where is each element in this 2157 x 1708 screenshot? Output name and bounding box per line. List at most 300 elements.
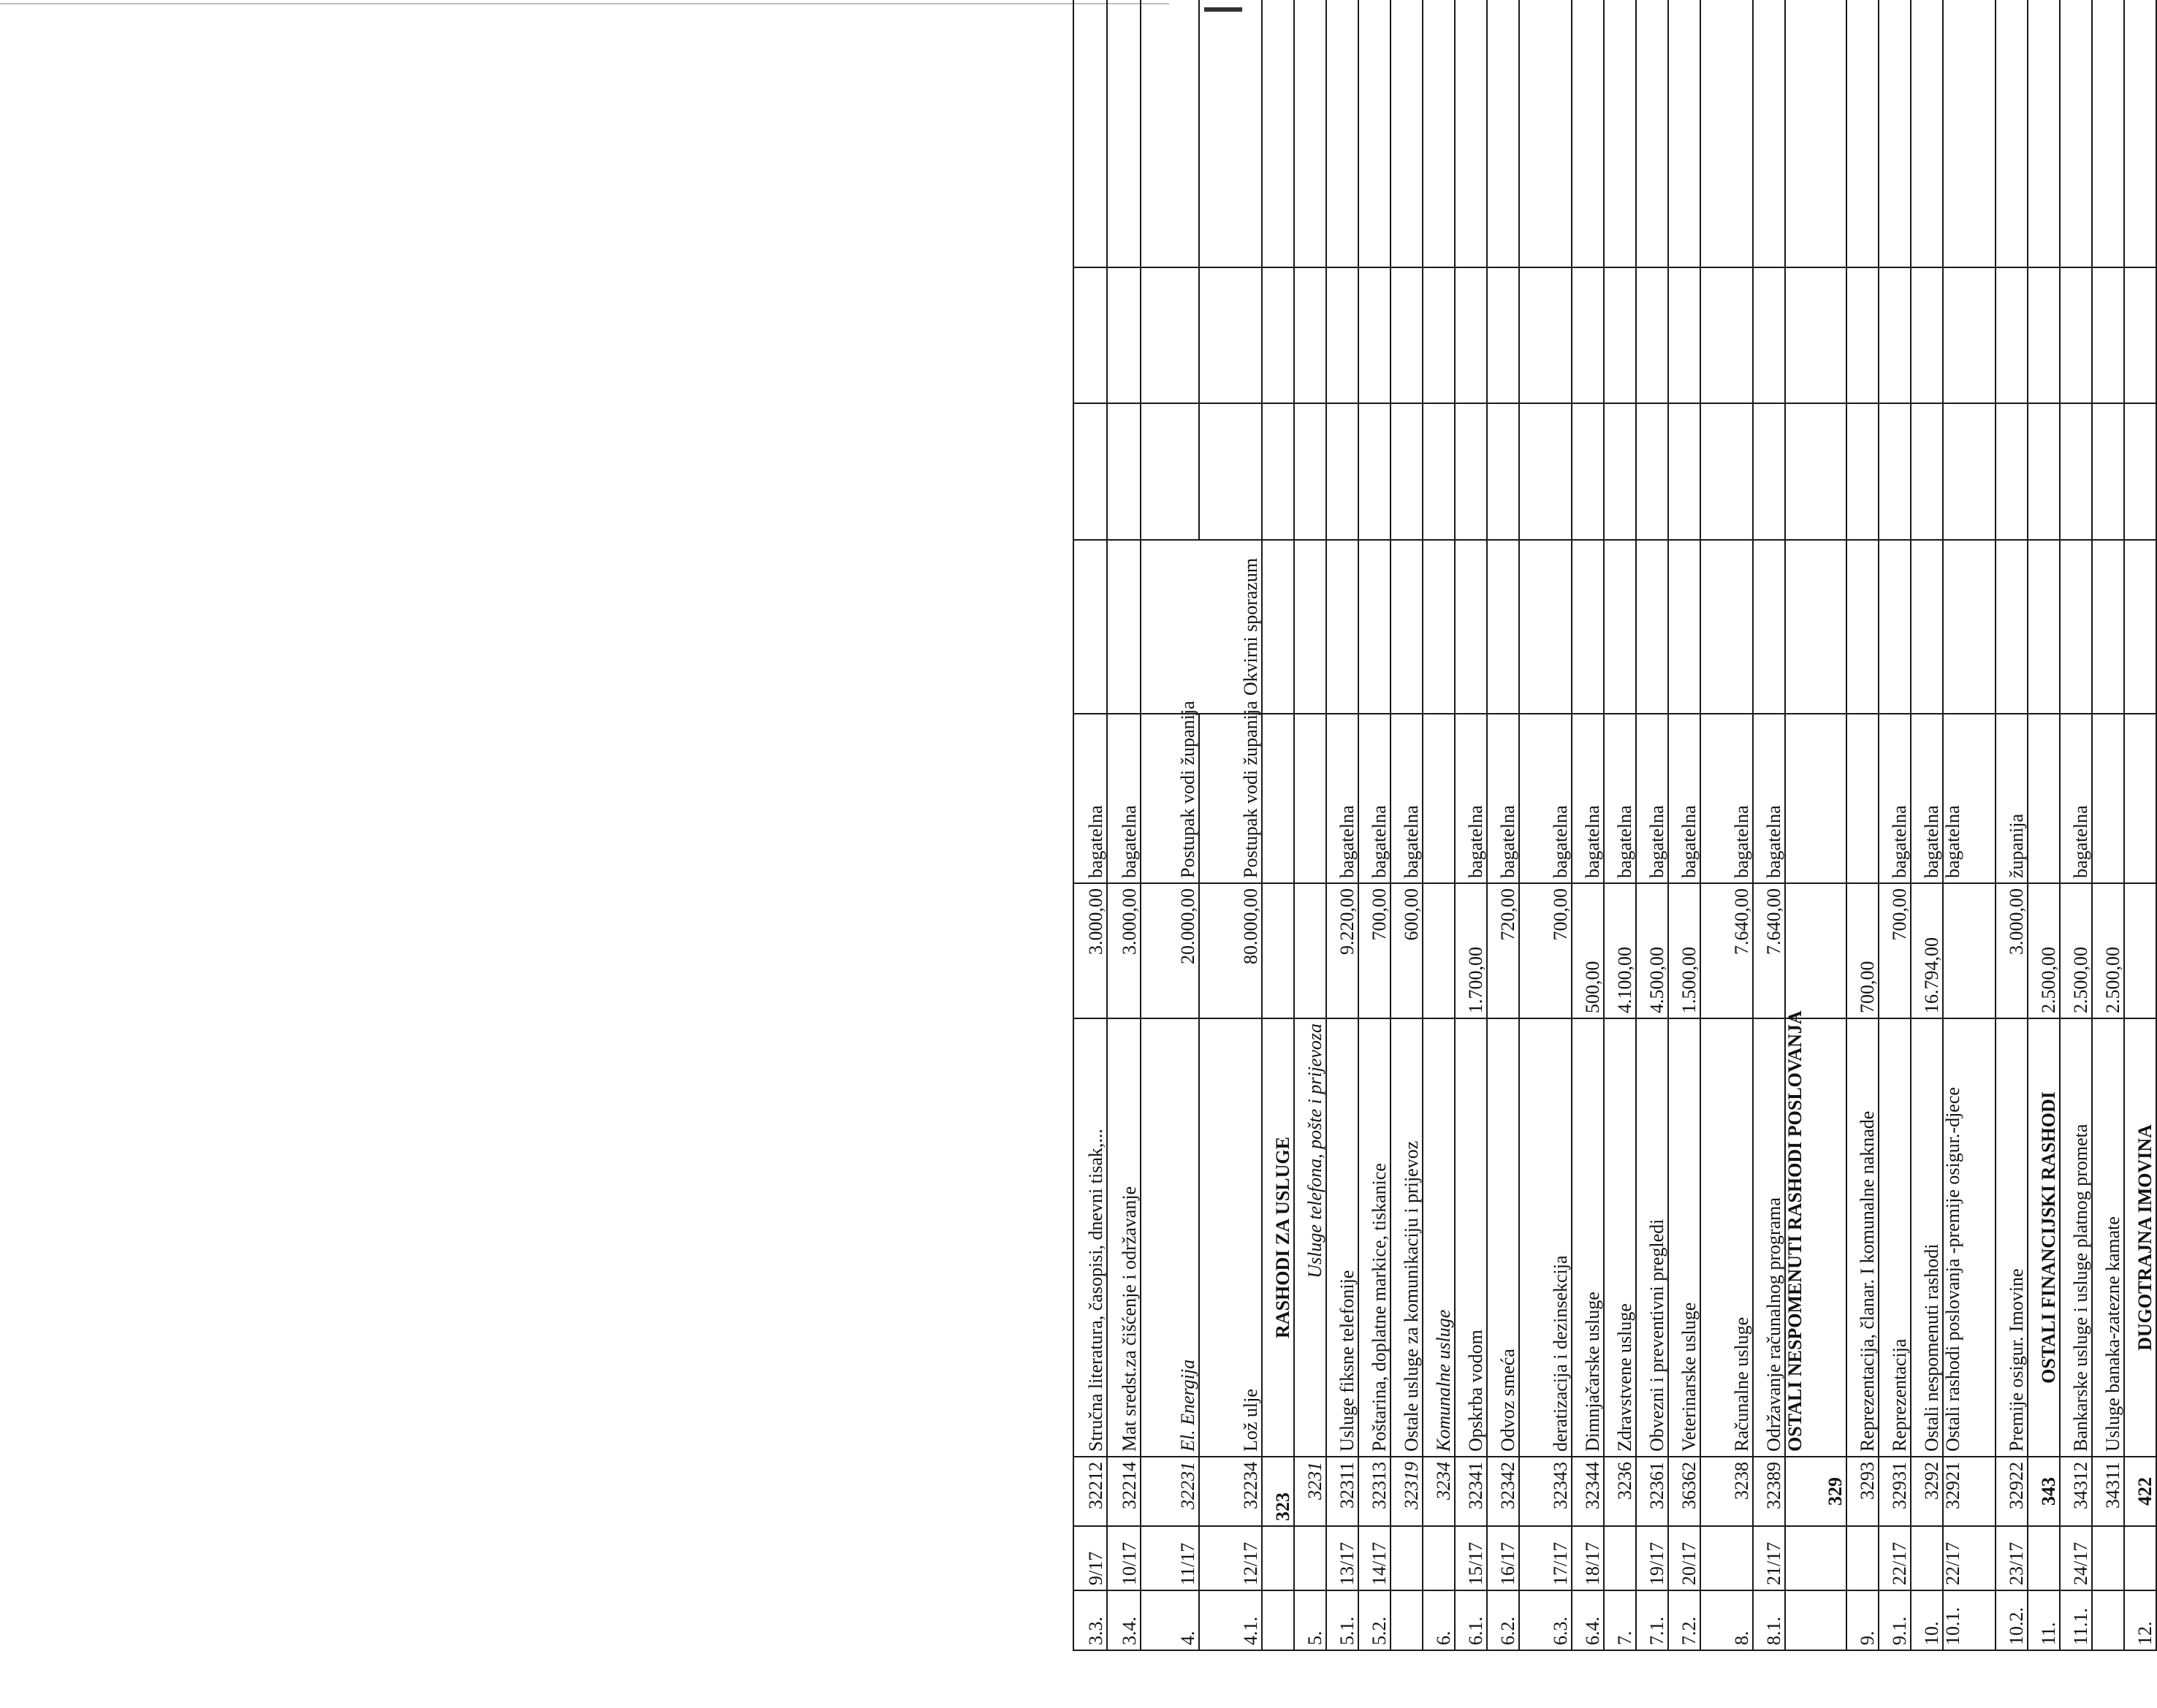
- empty-cell: [1785, 403, 1846, 540]
- row-number: 4.1.: [1199, 1590, 1262, 1650]
- evidence-number: 20/17: [1668, 1526, 1700, 1590]
- empty-cell: [1668, 267, 1700, 403]
- evidence-number: 22/17: [1943, 1526, 1996, 1590]
- estimated-value: 2.500,00: [2028, 883, 2060, 1018]
- empty-cell: [2124, 0, 2156, 267]
- empty-cell: [2060, 267, 2092, 403]
- procurement-type: bagatelna: [2060, 714, 2092, 883]
- account-code: 32231: [1141, 1457, 1199, 1526]
- empty-cell: [1423, 0, 1455, 267]
- empty-cell: [1911, 1526, 1943, 1590]
- evidence-number: 10/17: [1107, 1526, 1141, 1590]
- row-number: 6.4.: [1572, 1590, 1604, 1650]
- empty-cell: [1753, 0, 1785, 267]
- empty-cell: [1785, 540, 1846, 714]
- procurement-type: Postupak vodi županija: [1199, 714, 1262, 883]
- item-description: Poštarina, doplatne markice, tiskanice: [1358, 1018, 1391, 1457]
- estimated-value: 700,00: [1358, 883, 1391, 1018]
- row-number: 4.: [1141, 1590, 1199, 1650]
- table-row: [1141, 0, 1199, 1650]
- account-code: 32344: [1572, 1457, 1604, 1526]
- procurement-type: Postupak vodi županija: [1141, 714, 1199, 883]
- empty-cell: [1943, 540, 1996, 714]
- row-number: 12.: [2124, 1590, 2156, 1650]
- evidence-number: 21/17: [1753, 1526, 1785, 1590]
- table-row: [1294, 0, 1326, 1650]
- empty-cell: [1879, 403, 1911, 540]
- account-code: 32212: [1073, 1457, 1107, 1526]
- account-code: 34312: [2060, 1457, 2092, 1526]
- procurement-type: bagatelna: [1107, 714, 1141, 883]
- empty-cell: [1700, 1526, 1753, 1590]
- estimated-value: 700,00: [1879, 883, 1911, 1018]
- empty-cell: [1604, 267, 1636, 403]
- empty-cell: [1846, 0, 1879, 267]
- row-number: 11.1.: [2060, 1590, 2092, 1650]
- account-code: 32931: [1879, 1457, 1911, 1526]
- empty-cell: [1700, 403, 1753, 540]
- empty-cell: [1943, 0, 1996, 267]
- table-row: [1455, 0, 1487, 1650]
- item-description: Reprezentacija, članar. I komunalne naknade: [1846, 1018, 1879, 1457]
- section-heading: OSTALI NESPOMENUTI RASHODI POSLOVANJA: [1785, 1018, 1846, 1457]
- table-row: [1879, 0, 1911, 1650]
- section-heading: OSTALI FINANCIJSKI RASHODI: [2028, 1018, 2060, 1457]
- table-row: [2028, 0, 2060, 1650]
- item-description: Lož ulje: [1199, 1018, 1262, 1457]
- procurement-type: [1423, 714, 1455, 883]
- empty-cell: [1996, 540, 2028, 714]
- procurement-type: bagatelna: [1455, 714, 1487, 883]
- empty-cell: [1753, 267, 1785, 403]
- empty-cell: [1785, 0, 1846, 267]
- empty-cell: [2124, 1526, 2156, 1590]
- row-number: 7.1.: [1636, 1590, 1668, 1650]
- empty-cell: [1455, 540, 1487, 714]
- estimated-value: 1.700,00: [1455, 883, 1487, 1018]
- procurement-type: bagatelna: [1668, 714, 1700, 883]
- estimated-value: 9.220,00: [1326, 883, 1358, 1018]
- empty-cell: [1636, 0, 1668, 267]
- estimated-value: 4.100,00: [1604, 883, 1636, 1018]
- empty-cell: [1572, 267, 1604, 403]
- account-code: 32313: [1358, 1457, 1391, 1526]
- empty-cell: [1326, 0, 1358, 267]
- section-heading: RASHODI ZA USLUGE: [1262, 1018, 1294, 1457]
- row-number: 7.: [1604, 1590, 1636, 1650]
- empty-cell: [1519, 540, 1572, 714]
- table-row: [1487, 0, 1519, 1650]
- table-row: [1073, 0, 1107, 1650]
- empty-cell: [2028, 1526, 2060, 1590]
- estimated-value: 500,00: [1572, 883, 1604, 1018]
- row-number: 5.1.: [1326, 1590, 1358, 1650]
- empty-cell: [1846, 267, 1879, 403]
- account-code: 3292: [1911, 1457, 1943, 1526]
- row-number: 11.: [2028, 1590, 2060, 1650]
- row-number: 7.2.: [1668, 1590, 1700, 1650]
- empty-cell: [1487, 540, 1519, 714]
- row-number: 6.1.: [1455, 1590, 1487, 1650]
- evidence-number: 14/17: [1358, 1526, 1391, 1590]
- empty-cell: [1572, 403, 1604, 540]
- empty-cell: [1996, 403, 2028, 540]
- item-description: Usluge telefona, pošte i prijevoza: [1294, 1018, 1326, 1457]
- procurement-type: bagatelna: [1879, 714, 1911, 883]
- table-row: [1262, 0, 1294, 1650]
- empty-cell: [1423, 267, 1455, 403]
- empty-cell: [1487, 267, 1519, 403]
- empty-cell: [1700, 267, 1753, 403]
- item-description: Mat sredst.za čišćenje i održavanje: [1107, 1018, 1141, 1457]
- empty-cell: [1326, 267, 1358, 403]
- empty-cell: [1636, 267, 1668, 403]
- empty-cell: [1262, 267, 1294, 403]
- table-row: [1572, 0, 1604, 1650]
- empty-cell: [1911, 403, 1943, 540]
- table-row: [1636, 0, 1668, 1650]
- row-number: 3.3.: [1073, 1590, 1107, 1650]
- empty-cell: [1996, 267, 2028, 403]
- empty-cell: [1391, 540, 1423, 714]
- table-row: [1911, 0, 1943, 1650]
- empty-cell: [1107, 0, 1141, 267]
- empty-cell: [2028, 540, 2060, 714]
- empty-cell: [1604, 540, 1636, 714]
- procurement-plan-table: [1073, 0, 2157, 1651]
- procurement-type: bagatelna: [1700, 714, 1753, 883]
- empty-cell: [1326, 540, 1358, 714]
- evidence-number: 11/17: [1141, 1526, 1199, 1590]
- procurement-type: bagatelna: [1604, 714, 1636, 883]
- empty-cell: [1423, 540, 1455, 714]
- empty-cell: [1391, 1526, 1423, 1590]
- row-number: 10.1.: [1943, 1590, 1996, 1650]
- account-code: 32343: [1519, 1457, 1572, 1526]
- item-description: Računalne usluge: [1700, 1018, 1753, 1457]
- estimated-value: [1785, 883, 1846, 1018]
- empty-cell: [1141, 403, 1199, 540]
- empty-cell: [1391, 403, 1423, 540]
- empty-cell: [1636, 403, 1668, 540]
- empty-cell: [1996, 0, 2028, 267]
- item-description: Ostale usluge za komunikaciju i prijevoz: [1391, 1018, 1423, 1457]
- empty-cell: [1519, 403, 1572, 540]
- empty-cell: [2028, 403, 2060, 540]
- row-number: 6.2.: [1487, 1590, 1519, 1650]
- item-description: deratizacija i dezinsekcija: [1519, 1018, 1572, 1457]
- evidence-number: 19/17: [1636, 1526, 1668, 1590]
- procurement-type: [1262, 714, 1294, 883]
- item-description: Održavanje računalnog programa: [1753, 1018, 1785, 1457]
- empty-cell: [1487, 403, 1519, 540]
- empty-cell: [1073, 0, 1107, 267]
- row-number: 6.3.: [1519, 1590, 1572, 1650]
- row-number: 10.2.: [1996, 1590, 2028, 1650]
- account-code: 3293: [1846, 1457, 1879, 1526]
- empty-cell: [1785, 267, 1846, 403]
- estimated-value: 20.000,00: [1141, 883, 1199, 1018]
- account-code: 34311: [2092, 1457, 2124, 1526]
- table-row: [1846, 0, 1879, 1650]
- item-description: Bankarske usluge i usluge platnog prometa: [2060, 1018, 2092, 1457]
- empty-cell: [1141, 267, 1199, 403]
- row-number: 10.: [1911, 1590, 1943, 1650]
- table-row: [1753, 0, 1785, 1650]
- empty-cell: [1423, 403, 1455, 540]
- empty-cell: [1423, 1526, 1455, 1590]
- table-row: [1996, 0, 2028, 1650]
- estimated-value: 600,00: [1391, 883, 1423, 1018]
- table-row: [1668, 0, 1700, 1650]
- empty-cell: [1879, 0, 1911, 267]
- empty-cell: [1294, 0, 1326, 267]
- empty-cell: [1358, 403, 1391, 540]
- account-code: 32389: [1753, 1457, 1785, 1526]
- empty-cell: [2124, 403, 2156, 540]
- evidence-number: 12/17: [1199, 1526, 1262, 1590]
- empty-cell: [2092, 540, 2124, 714]
- evidence-number: 23/17: [1996, 1526, 2028, 1590]
- table-row: [1391, 0, 1423, 1650]
- procurement-type: bagatelna: [1391, 714, 1423, 883]
- empty-cell: [1073, 267, 1107, 403]
- item-description: Ostali nespomenuti rashodi: [1911, 1018, 1943, 1457]
- procurement-type: [1846, 714, 1879, 883]
- empty-cell: [2028, 0, 2060, 267]
- item-description: Obvezni i preventivni pregledi: [1636, 1018, 1668, 1457]
- estimated-value: 700,00: [1519, 883, 1572, 1018]
- empty-cell: [1141, 0, 1199, 267]
- contract-type: Okvirni sporazum: [1141, 540, 1262, 714]
- table-row: [1943, 0, 1996, 1650]
- account-code: 32921: [1943, 1457, 1996, 1526]
- account-code: 32319: [1391, 1457, 1423, 1526]
- procurement-type: [1294, 714, 1326, 883]
- table-row: [1199, 0, 1262, 1650]
- section-heading: DUGOTRAJNA IMOVINA: [2124, 1018, 2156, 1457]
- procurement-type: županija: [1996, 714, 2028, 883]
- empty-cell: [1700, 540, 1753, 714]
- empty-cell: [1911, 0, 1943, 267]
- row-number: 9.: [1846, 1590, 1879, 1650]
- procurement-type: [2028, 714, 2060, 883]
- empty-cell: [1668, 540, 1700, 714]
- empty-cell: [1073, 540, 1107, 714]
- empty-cell: [2124, 540, 2156, 714]
- table-row: [2060, 0, 2092, 1650]
- empty-cell: [1487, 0, 1519, 267]
- empty-cell: [1785, 1590, 1846, 1650]
- account-code: 32342: [1487, 1457, 1519, 1526]
- empty-cell: [1199, 403, 1262, 540]
- table-row: [1326, 0, 1358, 1650]
- item-description: Ostali rashodi poslovanja -premije osigur.-djece: [1943, 1018, 1996, 1457]
- empty-cell: [1879, 540, 1911, 714]
- table-row: [1604, 0, 1636, 1650]
- empty-cell: [1107, 267, 1141, 403]
- empty-cell: [1879, 267, 1911, 403]
- empty-cell: [1294, 1526, 1326, 1590]
- empty-cell: [1262, 1526, 1294, 1590]
- empty-cell: [2060, 403, 2092, 540]
- account-code: 3231: [1294, 1457, 1326, 1526]
- empty-cell: [1107, 403, 1141, 540]
- estimated-value: 16.794,00: [1911, 883, 1943, 1018]
- procurement-type: [1785, 714, 1846, 883]
- estimated-value: 700,00: [1846, 883, 1879, 1018]
- empty-cell: [1455, 0, 1487, 267]
- item-description: Komunalne usluge: [1423, 1018, 1455, 1457]
- item-description: El. Energija: [1141, 1018, 1199, 1457]
- empty-cell: [1199, 267, 1262, 403]
- empty-cell: [1455, 403, 1487, 540]
- account-code: 32361: [1636, 1457, 1668, 1526]
- row-number: 6.: [1423, 1590, 1455, 1650]
- empty-cell: [1785, 1526, 1846, 1590]
- item-description: Veterinarske usluge: [1668, 1018, 1700, 1457]
- empty-cell: [1911, 267, 1943, 403]
- empty-cell: [1604, 1526, 1636, 1590]
- evidence-number: 15/17: [1455, 1526, 1487, 1590]
- account-code: 32234: [1199, 1457, 1262, 1526]
- empty-cell: [1604, 403, 1636, 540]
- table-row: [2124, 0, 2156, 1650]
- empty-cell: [1911, 540, 1943, 714]
- estimated-value: 3.000,00: [1073, 883, 1107, 1018]
- estimated-value: 7.640,00: [1753, 883, 1785, 1018]
- empty-cell: [1391, 0, 1423, 267]
- estimated-value: [1423, 883, 1455, 1018]
- procurement-type: bagatelna: [1326, 714, 1358, 883]
- empty-cell: [2092, 0, 2124, 267]
- estimated-value: [1943, 883, 1996, 1018]
- empty-cell: [1519, 0, 1572, 267]
- estimated-value: 720,00: [1487, 883, 1519, 1018]
- empty-cell: [1668, 0, 1700, 267]
- procurement-type: bagatelna: [1572, 714, 1604, 883]
- empty-cell: [2092, 403, 2124, 540]
- empty-cell: [2028, 267, 2060, 403]
- evidence-number: 22/17: [1879, 1526, 1911, 1590]
- account-code: 32214: [1107, 1457, 1141, 1526]
- empty-cell: [1326, 403, 1358, 540]
- procurement-type: [2124, 714, 2156, 883]
- account-code: 3234: [1423, 1457, 1455, 1526]
- item-description: Odvoz smeća: [1487, 1018, 1519, 1457]
- empty-cell: [1455, 267, 1487, 403]
- row-number: 5.2.: [1358, 1590, 1391, 1650]
- item-description: Zdravstvene usluge: [1604, 1018, 1636, 1457]
- procurement-type: bagatelna: [1519, 714, 1572, 883]
- scan-top-edge: [0, 3, 1169, 4]
- estimated-value: 2.500,00: [2060, 883, 2092, 1018]
- account-code: 343: [2028, 1457, 2060, 1526]
- table-row: [1700, 0, 1753, 1650]
- row-number: 3.4.: [1107, 1590, 1141, 1650]
- empty-cell: [2060, 0, 2092, 267]
- procurement-type: [2092, 714, 2124, 883]
- item-description: Usluge fiksne telefonije: [1326, 1018, 1358, 1457]
- estimated-value: 4.500,00: [1636, 883, 1668, 1018]
- procurement-type: bagatelna: [1943, 714, 1996, 883]
- account-code: 3238: [1700, 1457, 1753, 1526]
- row-number: 8.: [1700, 1590, 1753, 1650]
- empty-cell: [1753, 403, 1785, 540]
- procurement-type: bagatelna: [1358, 714, 1391, 883]
- row-number: 8.1.: [1753, 1590, 1785, 1650]
- item-description: Dimnjačarske usluge: [1572, 1018, 1604, 1457]
- empty-cell: [1604, 0, 1636, 267]
- empty-cell: [1668, 403, 1700, 540]
- evidence-number: 18/17: [1572, 1526, 1604, 1590]
- evidence-number: 24/17: [2060, 1526, 2092, 1590]
- empty-cell: [1358, 540, 1391, 714]
- row-number: 9.1.: [1879, 1590, 1911, 1650]
- empty-cell: [1572, 540, 1604, 714]
- empty-cell: [1391, 267, 1423, 403]
- account-code: 323: [1262, 1457, 1294, 1526]
- empty-cell: [1943, 403, 1996, 540]
- account-code: 32922: [1996, 1457, 2028, 1526]
- rotated-page: [1073, 0, 2156, 1651]
- empty-cell: [1753, 540, 1785, 714]
- item-description: Stručna literatura, časopisi, dnevni tisak,...: [1073, 1018, 1107, 1457]
- account-code: 422: [2124, 1457, 2156, 1526]
- table-row: [1519, 0, 1572, 1650]
- empty-cell: [1262, 0, 1294, 267]
- empty-cell: [1358, 0, 1391, 267]
- table-row: [1785, 0, 1846, 1650]
- empty-cell: [2060, 540, 2092, 714]
- table-row: [1107, 0, 1141, 1650]
- evidence-number: 13/17: [1326, 1526, 1358, 1590]
- estimated-value: [1262, 883, 1294, 1018]
- estimated-value: [1294, 883, 1326, 1018]
- empty-cell: [1199, 0, 1262, 267]
- account-code: 329: [1785, 1457, 1846, 1526]
- procurement-type: bagatelna: [1073, 714, 1107, 883]
- estimated-value: 7.640,00: [1700, 883, 1753, 1018]
- item-description: Opskrba vodom: [1455, 1018, 1487, 1457]
- estimated-value: 3.000,00: [1107, 883, 1141, 1018]
- estimated-value: 2.500,00: [2092, 883, 2124, 1018]
- item-description: Reprezentacija: [1879, 1018, 1911, 1457]
- empty-cell: [1700, 0, 1753, 267]
- estimated-value: 80.000,00: [1199, 883, 1262, 1018]
- account-code: 36362: [1668, 1457, 1700, 1526]
- table-row: [1423, 0, 1455, 1650]
- empty-cell: [2092, 1590, 2124, 1650]
- empty-cell: [1846, 403, 1879, 540]
- evidence-number: 16/17: [1487, 1526, 1519, 1590]
- procurement-type: bagatelna: [1753, 714, 1785, 883]
- empty-cell: [1262, 403, 1294, 540]
- empty-cell: [1294, 540, 1326, 714]
- empty-cell: [1262, 540, 1294, 714]
- row-number: 5.: [1294, 1590, 1326, 1650]
- empty-cell: [1262, 1590, 1294, 1650]
- item-description: Usluge banaka-zatezne kamate: [2092, 1018, 2124, 1457]
- evidence-number: 17/17: [1519, 1526, 1572, 1590]
- empty-cell: [1943, 267, 1996, 403]
- empty-cell: [1294, 267, 1326, 403]
- empty-cell: [2092, 267, 2124, 403]
- empty-cell: [1846, 540, 1879, 714]
- estimated-value: 3.000,00: [1996, 883, 2028, 1018]
- procurement-type: bagatelna: [1636, 714, 1668, 883]
- account-code: 32341: [1455, 1457, 1487, 1526]
